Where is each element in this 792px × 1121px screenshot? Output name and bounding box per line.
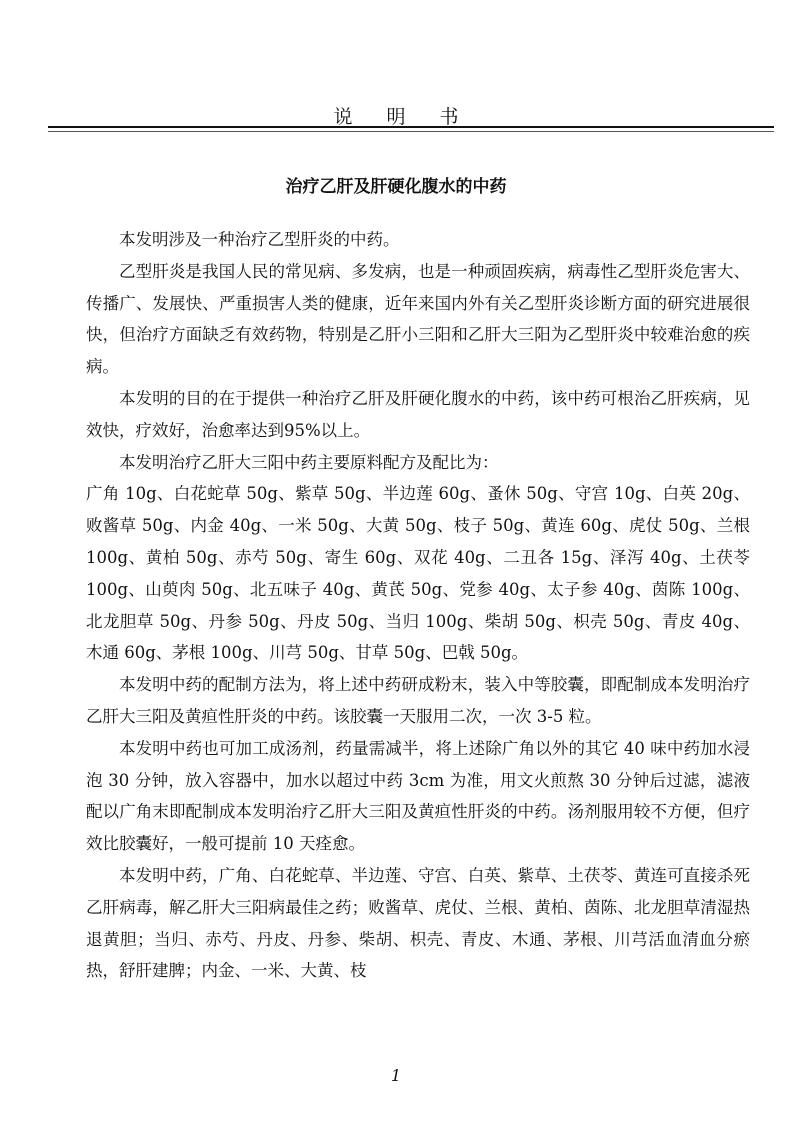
paragraph: 本发明涉及一种治疗乙型肝炎的中药。 [119, 230, 400, 249]
paragraph: 本发明治疗乙肝大三阳中药主要原料配方及配比为： [119, 452, 499, 472]
paragraph: 本发明中药，广角、白花蛇草、半边莲、守宫、白英、紫草、土茯苓、黄连可直接杀死乙肝病毒，解乙肝大三阳病最佳之药；败酱草、虎仗、兰根、黄柏、茵陈、北龙胆草清湿热退黄胆；当归、赤芍、丹皮、丹参、柴胡、枳壳、青皮、木通、茅根、川芎活血清血分瘀热，舒肝建脾；内金、一米、大黄、枝 [86, 865, 750, 981]
document-body [86, 224, 750, 987]
paragraph: 本发明中药的配制方法为，将上述中药研成粉末，装入中等胶囊，即配制成本发明治疗乙肝大三阳及黄疸性肝炎的中药。该胶囊一天服用二次，一次 3-5 粒。 [86, 675, 750, 726]
document-title: 治疗乙肝及肝硬化腹水的中药 [285, 177, 507, 197]
paragraph: 乙型肝炎是我国人民的常见病、多发病，也是一种顽固疾病，病毒性乙型肝炎危害大、传播广、发展快、严重损害人类的健康，近年来国内外有关乙型肝炎诊断方面的研究进展很快，但治疗方面缺乏有效药物，特别是乙肝小三阳和乙肝大三阳为乙型肝炎中较难治愈的疾病。 [86, 261, 750, 377]
document-header: 说明书 [333, 106, 493, 128]
header-divider-thin [48, 131, 774, 132]
header-divider [48, 126, 774, 128]
paragraph: 本发明的目的在于提供一种治疗乙肝及肝硬化腹水的中药，该中药可根治乙肝疾病，见效快，疗效好，治愈率达到95%以上。 [86, 388, 750, 440]
page-number: 1 [390, 1066, 402, 1085]
paragraph: 本发明中药也可加工成汤剂，药量需减半，将上述除广角以外的其它 40 味中药加水浸泡 30 分钟，放入容器中，加水以超过中药 3cm 为准，用文火煎熬 30 分钟后过滤，滤液配以广角末即配制成本发明治疗乙肝大三阳及黄疸性肝炎的中药。汤剂服用较不方便，但疗效比胶囊好，一般可提前 10 天痊愈。 [86, 738, 750, 854]
formula-paragraph: 广角 10g、白花蛇草 50g、紫草 50g、半边莲 60g、蚤休 50g、守宫 10g、白英 20g、败酱草 50g、内金 40g、一米 50g、大黄 50g、枝子 50g、黄连 60g、虎仗 50g、兰根 100g、黄柏 50g、赤芍 50g、寄生 60g、双花 40g、二丑各 15g、泽泻 40g、土茯苓 100g、山萸肉 50g、北五味子 40g、黄芪 50g、党参 40g、太子参 40g、茵陈 100g、北龙胆草 50g、丹参 50g、丹皮 50g、当归 100g、柴胡 50g、枳壳 50g、青皮 40g、木通 60g、茅根 100g、川芎 50g、甘草 50g、巴戟 50g。 [86, 484, 750, 663]
